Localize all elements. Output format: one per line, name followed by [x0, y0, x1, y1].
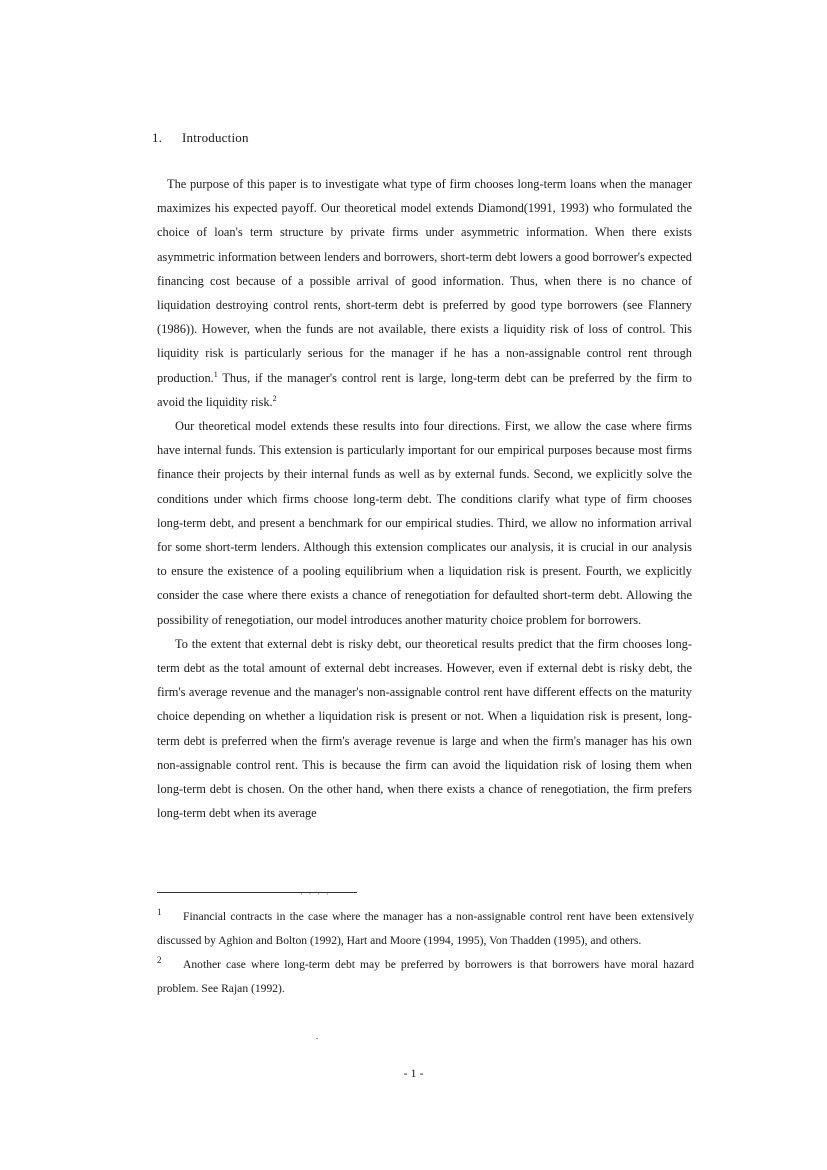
footnote-1-text: Financial contracts in the case where the manager has a non-assignable control rent have been extensively discussed by Aghion and Bolton (1992), Hart and Moore (1994, 1995), Von Thadden (1995), and others.	[157, 910, 694, 947]
separator-dots: · · · ·	[300, 890, 331, 899]
paragraph-2: Our theoretical model extends these results into four directions. First, we allow the case where firms have internal funds. This extension is particularly important for our empirical purposes because most firms finance their projects by their internal funds as well as by external funds. Second, we explicitly solve the conditions under which firms choose long-term debt. The conditions clarify what type of firm chooses long-term debt, and present a benchmark for our empirical studies. Third, we allow no information arrival for some short-term lenders. Although this extension complicates our analysis, it is crucial in our analysis to ensure the existence of a pooling equilibrium when a liquidation risk is present. Fourth, we explicitly consider the case where there exists a chance of renegotiation for defaulted short-term debt. Allowing the possibility of renegotiation, our model introduces another maturity choice problem for borrowers.	[157, 419, 692, 627]
body-text	[157, 172, 692, 825]
section-title: Introduction	[182, 130, 249, 145]
paragraph-1	[157, 172, 692, 414]
paragraph-1-text: The purpose of this paper is to investigate what type of firm chooses long-term loans when the manager maximizes his expected payoff. Our theoretical model extends Diamond(1991, 1993) who formulated the choice of loan's term structure by private firms under asymmetric information. When there exists asymmetric information between lenders and borrowers, short-term debt lowers a good borrower's expected financing cost because of a possible arrival of good information. Thus, when there is no chance of liquidation destroying control rents, short-term debt is preferred by good type borrowers (see Flannery (1986)). However, when the funds are not available, there exists a liquidity risk of loss of control. This liquidity risk is particularly serious for the manager if he has a non-assignable control rent through production.	[157, 177, 692, 385]
footnotes	[157, 905, 694, 1001]
section-number: 1.	[152, 130, 163, 145]
footnote-2-mark: 2	[157, 955, 162, 965]
paragraph-3: To the extent that external debt is risky debt, our theoretical results predict that the firm chooses long-term debt as the total amount of external debt increases. However, even if external debt is risky debt, the firm's average revenue and the manager's non-assignable control rent have different effects on the maturity choice depending on whether a liquidation risk is present or not. When a liquidation risk is present, long-term debt is preferred when the firm's average revenue is large and when the firm's manager has his own non-assignable control rent. This is because the firm can avoid the liquidation risk of losing them when long-term debt is chosen. On the other hand, when there exists a chance of renegotiation, the firm prefers long-term debt when its average	[157, 636, 692, 821]
footnote-ref-2: 2	[272, 393, 277, 403]
footnote-1-mark: 1	[157, 907, 162, 917]
footnote-ref-1: 1	[213, 369, 218, 379]
scan-speck	[316, 1038, 318, 1039]
page-number: - 1 -	[403, 1066, 424, 1080]
footnote-1	[157, 905, 694, 953]
footnote-2-text: Another case where long-term debt may be preferred by borrowers is that borrowers have moral hazard problem. See Rajan (1992).	[157, 958, 694, 995]
footnote-2	[157, 953, 694, 1001]
section-heading	[152, 130, 249, 146]
paragraph-1-tail: Thus, if the manager's control rent is large, long-term debt can be preferred by the firm to avoid the liquidity risk.	[157, 370, 692, 409]
